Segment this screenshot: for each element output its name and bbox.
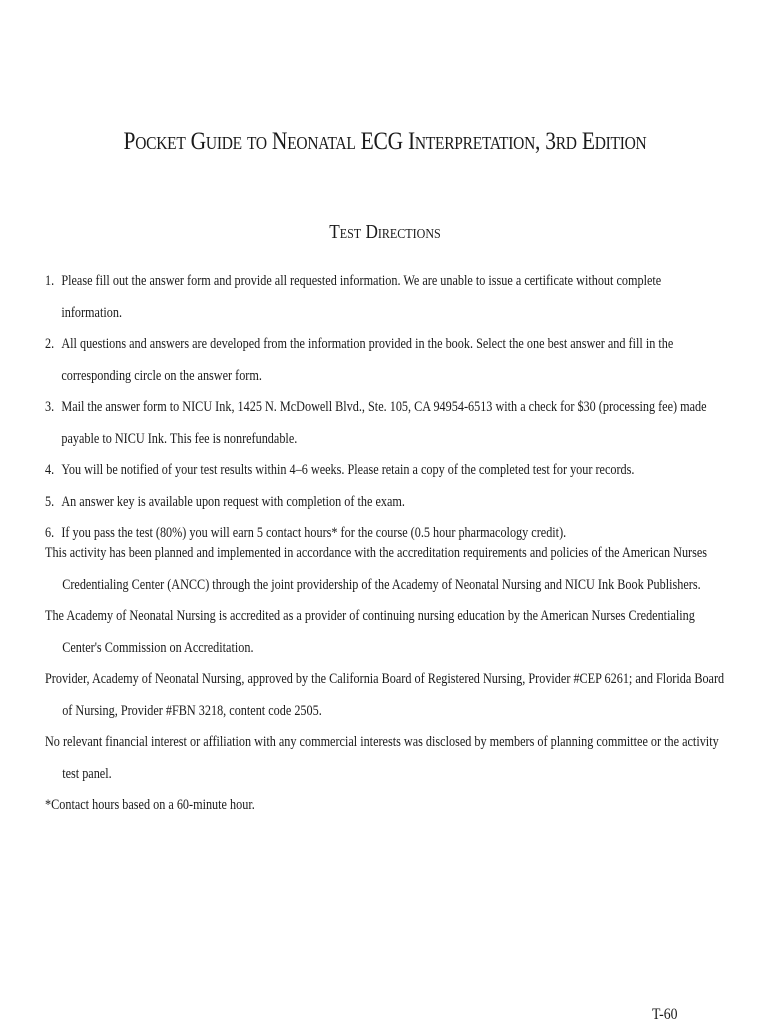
note-paragraph: *Contact hours based on a 60-minute hour. — [45, 797, 255, 813]
item-text: All questions and answers are developed from the information provided in the book. Select the one best answer and fill in the corresponding circle on the answer form. — [61, 336, 674, 384]
list-item — [45, 266, 724, 329]
list-item — [45, 329, 724, 392]
item-text: Mail the answer form to NICU Ink, 1425 N. McDowell Blvd., Ste. 105, CA 94954-6513 with a check for $30 (processing fee) made payable to NICU Ink. This fee is nonrefundable. — [61, 399, 707, 447]
list-item — [45, 455, 724, 487]
item-text: If you pass the test (80%) you will earn 5 contact hours* for the course (0.5 hour pharmacology credit). — [61, 525, 567, 541]
note-paragraph: The Academy of Neonatal Nursing is accredited as a provider of continuing nursing education by the American Nurses Credentialing Center's Commission on Accreditation. — [45, 608, 695, 656]
item-number: 6. — [45, 525, 55, 541]
page-number: T-60 — [652, 1006, 678, 1023]
item-number: 2. — [45, 336, 55, 352]
list-item — [45, 392, 724, 455]
item-number: 4. — [45, 462, 55, 478]
note-paragraph: No relevant financial interest or affiliation with any commercial interests was disclosed by members of planning committee or the activity test panel. — [45, 734, 719, 782]
note-paragraph: Provider, Academy of Neonatal Nursing, approved by the California Board of Registered Nursing, Provider #CEP 6261; and Florida Board of Nursing, Provider #FBN 3218, content code 2505. — [45, 671, 725, 719]
note-paragraph: This activity has been planned and implemented in accordance with the accreditation requirements and policies of the American Nurses Credentialing Center (ANCC) through the joint providership of the Academy of Neonatal Nursing and NICU Ink Book Publishers. — [45, 545, 708, 593]
accreditation-notes — [45, 538, 724, 822]
item-number: 5. — [45, 493, 55, 510]
document-title: Pocket Guide to Neonatal ECG Interpretation, 3rd Edition — [123, 128, 647, 155]
item-number: 3. — [45, 399, 55, 415]
directions-list — [45, 266, 724, 550]
item-text: Please fill out the answer form and provide all requested information. We are unable to issue a certificate without complete information. — [61, 273, 662, 321]
list-item — [45, 487, 724, 519]
item-number: 1. — [45, 273, 55, 289]
section-heading: Test Directions — [329, 221, 441, 243]
item-text: You will be notified of your test results within 4–6 weeks. Please retain a copy of the completed test for your records. — [61, 462, 635, 478]
item-text: An answer key is available upon request with completion of the exam. — [61, 493, 405, 510]
